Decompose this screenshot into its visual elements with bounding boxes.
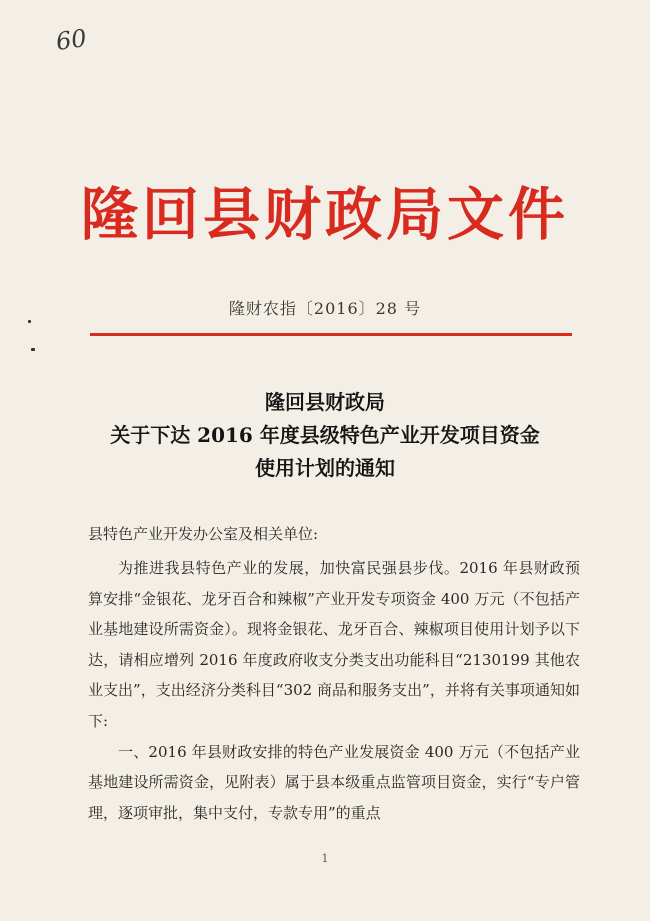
body-paragraph: 一、2016 年县财政安排的特色产业发展资金 400 万元（不包括产业基地建设所需资金，见附表）属于县本级重点监管项目资金，实行“专户管理，逐项审批，集中支付，专款专用”的重点 [88, 742, 580, 822]
title-issuer: 隆回县财政局 [265, 390, 385, 414]
scan-mark [28, 320, 31, 323]
document-number: 隆财农指〔2016〕28 号 [228, 299, 422, 318]
handwritten-note: 60 [54, 24, 89, 56]
title-subject: 关于下达 2016 年度县级特色产业开发项目资金 [110, 423, 540, 447]
document-body [88, 553, 580, 828]
document-masthead: 隆回县财政局文件 [81, 181, 569, 248]
scan-mark [31, 348, 35, 351]
body-paragraph: 为推进我县特色产业的发展，加快富民强县步伐。2016 年县财政预算安排“金银花、龙牙百合和辣椒”产业开发专项资金 400 万元（不包括产业基地建设所需资金）。现将金银花、龙牙百合、辣椒项目使用计划予以下达，请相应增列 2016 年度政府收支分类支出功能科目“2130199 其他农业支出”，支出经济分类科目“302 商品和服务支出”，并将有关事项通知如下: [88, 559, 580, 730]
page-number: 1 [321, 852, 329, 865]
title-subject-continued: 使用计划的通知 [255, 456, 395, 480]
red-divider-line [90, 333, 572, 336]
salutation: 县特色产业开发办公室及相关单位: [88, 525, 319, 543]
